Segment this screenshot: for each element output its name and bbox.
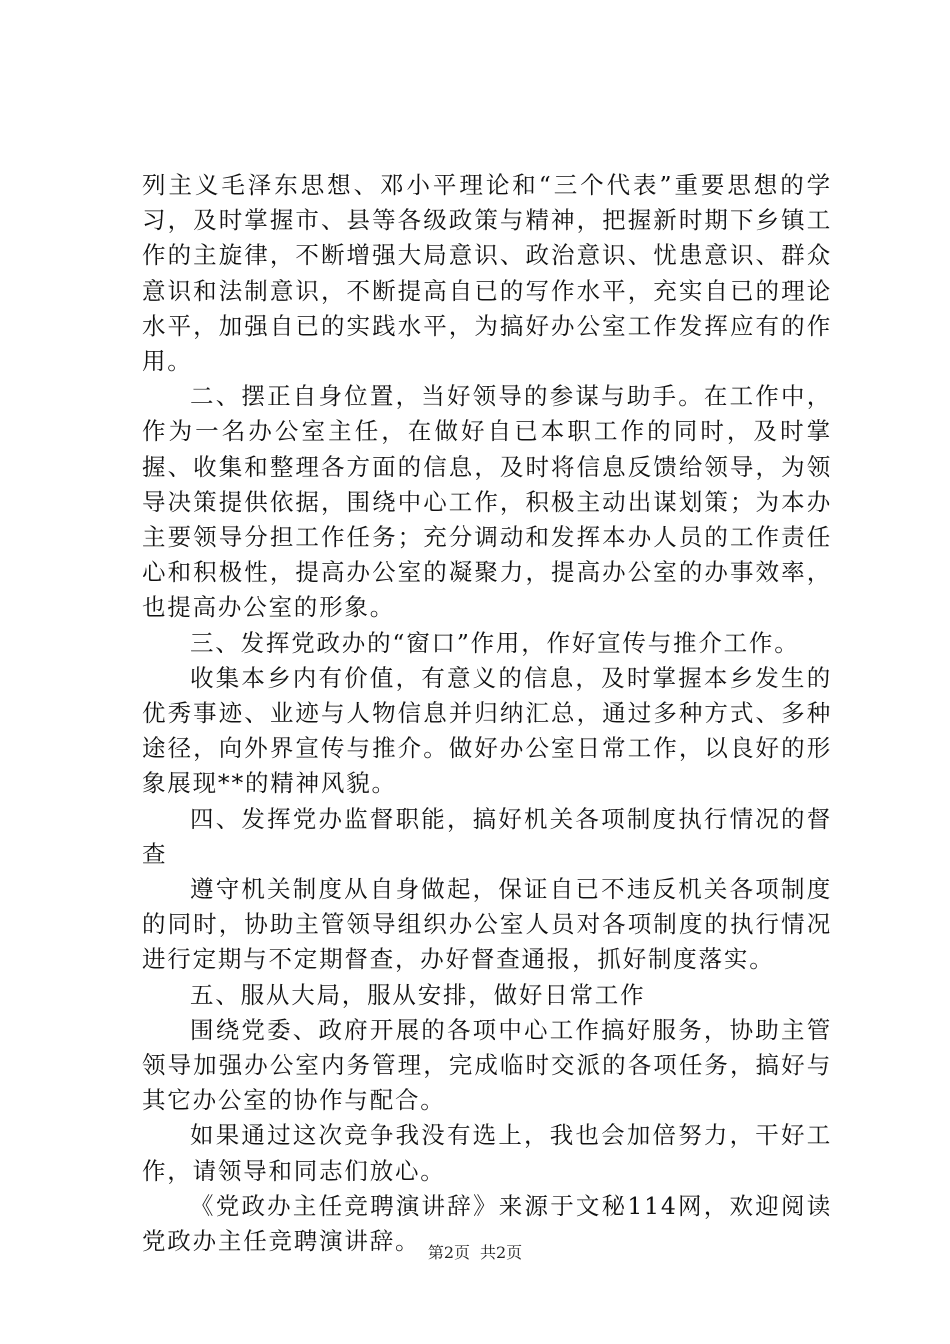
page-footer (0, 1242, 950, 1264)
paragraph-closing: 如果通过这次竞争我没有选上，我也会加倍努力，干好工作，请领导和同志们放心。 (142, 1121, 832, 1185)
paragraph-section-three-heading: 三、发挥党政办的“窗口”作用，作好宣传与推介工作。 (190, 628, 800, 657)
page-number: 第2页 (427, 1243, 470, 1262)
paragraph-continuation: 列主义毛泽东思想、邓小平理论和“三个代表”重要思想的学习，及时掌握市、县等各级政策与精神，把握新时期下乡镇工作的主旋律，不断增强大局意识、政治意识、忧患意识、群众意识和法制意识，不断提高自已的写作水平，充实自已的理论水平，加强自已的实践水平，为搞好办公室工作发挥应有的作用。 (142, 171, 832, 376)
paragraph-section-five-heading: 五、服从大局，服从安排，做好日常工作 (190, 980, 646, 1009)
document-body (142, 168, 832, 1259)
paragraph-section-three-body: 收集本乡内有价值，有意义的信息，及时掌握本乡发生的优秀事迹、业迹与人物信息并归纳汇总，通过多种方式、多种途径，向外界宣传与推介。做好办公室日常工作，以良好的形象展现**的精神风貌。 (142, 663, 832, 798)
paragraph-source-note: 《党政办主任竞聘演讲辞》来源于文秘114网，欢迎阅读党政办主任竞聘演讲辞。 (142, 1191, 832, 1256)
paragraph-section-four-heading: 四、发挥党办监督职能，搞好机关各项制度执行情况的督查 (142, 804, 832, 868)
page-total: 共2页 (480, 1243, 523, 1262)
paragraph-section-five-body: 围绕党委、政府开展的各项中心工作搞好服务，协助主管领导加强办公室内务管理，完成临时交派的各项任务，搞好与其它办公室的协作与配合。 (142, 1015, 832, 1115)
paragraph-section-two: 二、摆正自身位置，当好领导的参谋与助手。在工作中，作为一名办公室主任，在做好自已本职工作的同时，及时掌握、收集和整理各方面的信息，及时将信息反馈给领导，为领导决策提供依据，围绕中心工作，积极主动出谋划策；为本办主要领导分担工作任务；充分调动和发挥本办人员的工作责任心和积极性，提高办公室的凝聚力，提高办公室的办事效率，也提高办公室的形象。 (142, 382, 832, 622)
paragraph-section-four-body: 遵守机关制度从自身做起，保证自已不违反机关各项制度的同时，协助主管领导组织办公室人员对各项制度的执行情况进行定期与不定期督查，办好督查通报，抓好制度落实。 (142, 875, 832, 974)
